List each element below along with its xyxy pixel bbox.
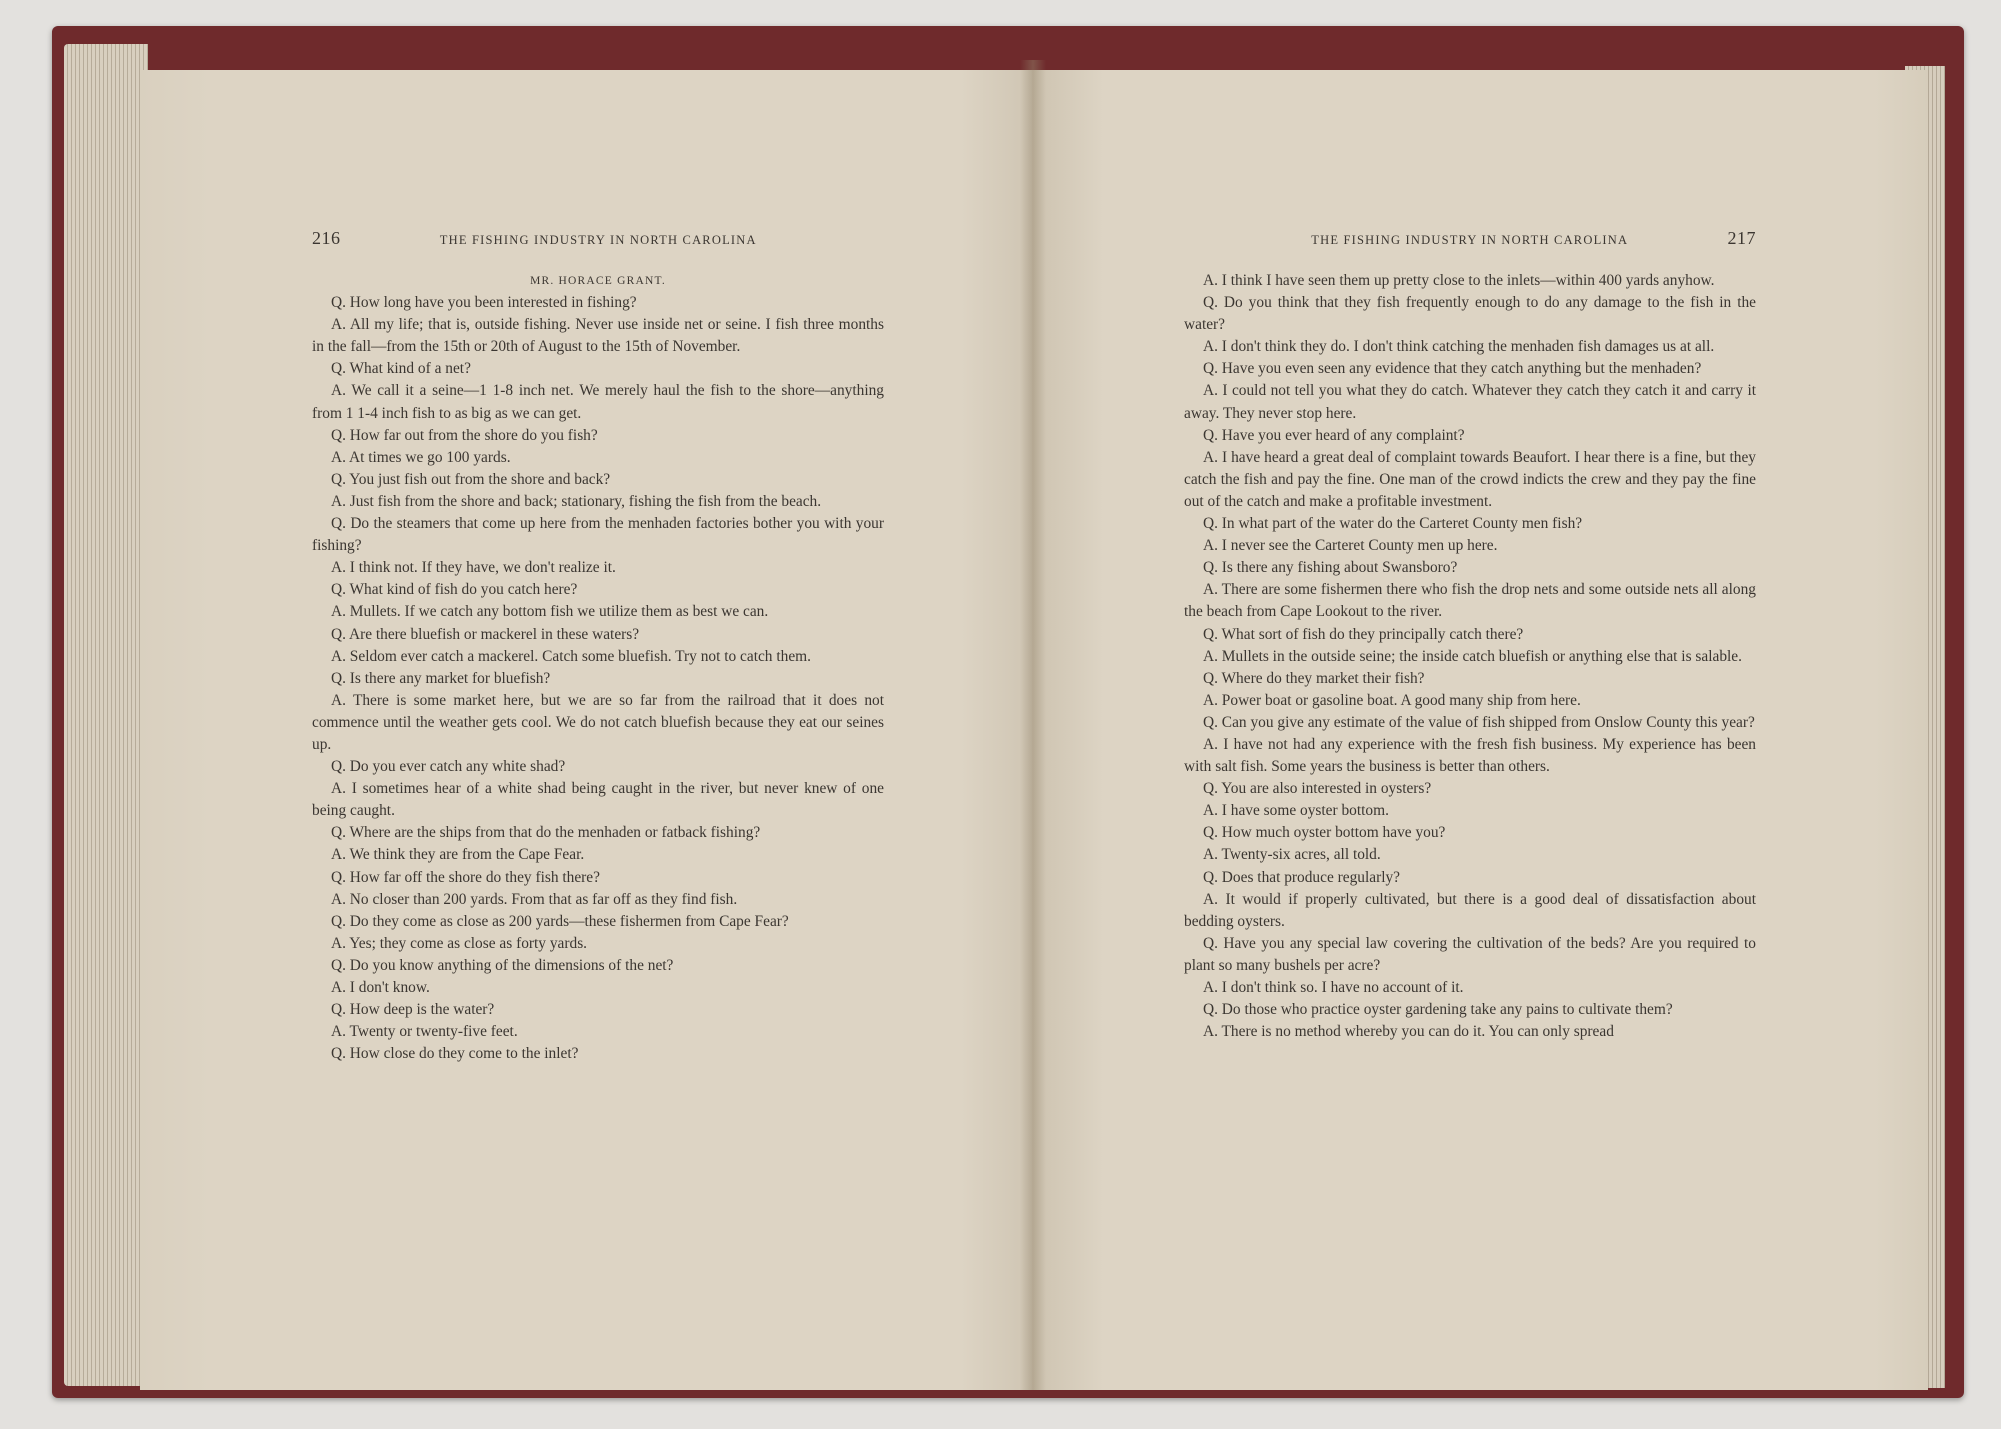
text-paragraph: A. No closer than 200 yards. From that as far off as they find fish. [331, 890, 738, 908]
text-paragraph: A. Yes; they come as close as forty yards. [331, 934, 588, 952]
text-paragraph: A. Twenty or twenty-five feet. [331, 1023, 518, 1041]
text-paragraph: A. Power boat or gasoline boat. A good many ship from here. [1203, 691, 1581, 709]
text-paragraph: Q. Do you think that they fish frequently enough to do any damage to the fish in the water? [1184, 294, 1756, 334]
text-paragraph: A. All my life; that is, outside fishing. Never use inside net or seine. I fish three months in the fall—from the 15th or 20th of August to the 15th of November. [312, 316, 884, 356]
text-paragraph: Q. Do the steamers that come up here from the menhaden factories bother you with your fishing? [312, 515, 884, 555]
text-paragraph: A. Just fish from the shore and back; stationary, fishing the fish from the beach. [331, 492, 822, 510]
left-page-number: 216 [312, 228, 341, 248]
text-paragraph: Q. How far off the shore do they fish there? [331, 868, 600, 886]
text-paragraph: A. There are some fishermen there who fish the drop nets and some outside nets all along the beach from Cape Lookout to the river. [1184, 581, 1756, 621]
right-page-text [1184, 270, 1756, 1043]
text-paragraph: Q. In what part of the water do the Carteret County men fish? [1203, 515, 1583, 533]
text-paragraph: A. I have not had any experience with the fresh fish business. My experience has been with salt fish. Some years the business is better than others. [1184, 735, 1756, 776]
text-paragraph: Q. Is there any fishing about Swansboro? [1203, 559, 1458, 577]
left-page-text [312, 270, 884, 1065]
text-paragraph: Q. Do you know anything of the dimensions of the net? [331, 956, 674, 974]
text-paragraph: A. We think they are from the Cape Fear. [331, 846, 585, 864]
text-paragraph: Q. You are also interested in oysters? [1203, 780, 1432, 798]
text-paragraph: A. I never see the Carteret County men up here. [1203, 537, 1498, 555]
text-paragraph: Q. What kind of a net? [331, 360, 471, 378]
text-paragraph: Q. Are there bluefish or mackerel in these waters? [331, 625, 640, 643]
right-page-number: 217 [1727, 228, 1756, 248]
text-paragraph: Q. You just fish out from the shore and back? [331, 470, 611, 488]
text-paragraph: A. I have some oyster bottom. [1203, 802, 1389, 820]
text-paragraph: A. I have heard a great deal of complaint towards Beaufort. I hear there is a fine, but they catch the fish and pay the fine. One man of the crowd indicts the crew and they pay the fine out of the catch and make a profitable investment. [1184, 448, 1756, 510]
text-paragraph: Q. Have you ever heard of any complaint? [1203, 426, 1465, 444]
text-paragraph: Q. Can you give any estimate of the value of fish shipped from Onslow County this year? [1203, 713, 1755, 731]
text-paragraph: A. I don't think they do. I don't think catching the menhaden fish damages us at all. [1203, 338, 1715, 356]
text-paragraph: Q. Have you even seen any evidence that they catch anything but the menhaden? [1203, 360, 1702, 378]
text-paragraph: Q. How far out from the shore do you fish? [331, 426, 598, 444]
book-gutter [1020, 60, 1046, 1390]
text-paragraph: A. Seldom ever catch a mackerel. Catch some bluefish. Try not to catch them. [331, 647, 811, 665]
text-paragraph: A. I think I have seen them up pretty close to the inlets—within 400 yards anyhow. [1203, 272, 1715, 289]
text-paragraph: A. I could not tell you what they do catch. Whatever they catch they catch it and carry it away. They never stop here. [1184, 382, 1756, 422]
speaker-heading: MR. HORACE GRANT. [530, 275, 666, 287]
text-paragraph: Q. Where do they market their fish? [1203, 669, 1425, 687]
text-paragraph: Q. How close do they come to the inlet? [331, 1045, 579, 1063]
text-paragraph: A. I don't think so. I have no account of it. [1203, 979, 1464, 996]
text-paragraph: Q. Where are the ships from that do the menhaden or fatback fishing? [331, 824, 761, 842]
text-paragraph: Q. Does that produce regularly? [1203, 868, 1401, 886]
text-paragraph: A. I sometimes hear of a white shad being caught in the river, but never knew of one being caught. [312, 780, 884, 820]
text-paragraph: Q. Do you ever catch any white shad? [331, 758, 566, 776]
text-paragraph: Q. What kind of fish do you catch here? [331, 581, 578, 599]
text-paragraph: A. There is some market here, but we are so far from the railroad that it does not commence until the weather gets cool. We do not catch bluefish because they eat our seines up. [312, 691, 884, 753]
text-paragraph: Q. How long have you been interested in fishing? [331, 294, 637, 312]
text-paragraph: A. Twenty-six acres, all told. [1203, 846, 1381, 864]
text-paragraph: A. I don't know. [331, 979, 430, 996]
text-paragraph: Q. How much oyster bottom have you? [1203, 824, 1446, 842]
text-paragraph: Q. Is there any market for bluefish? [331, 669, 551, 687]
text-paragraph: Q. Have you any special law covering the cultivation of the beds? Are you required to plant so many bushels per acre? [1184, 934, 1756, 974]
left-page-header [312, 228, 884, 249]
right-page-header [1184, 228, 1756, 249]
right-running-title: THE FISHING INDUSTRY IN NORTH CAROLINA [1311, 233, 1629, 247]
text-paragraph: A. We call it a seine—1 1-8 inch net. We merely haul the fish to the shore—anything from 1 1-4 inch fish to as big as we can get. [312, 382, 884, 422]
page-edges-left [64, 44, 148, 1386]
text-paragraph: A. At times we go 100 yards. [331, 448, 511, 466]
text-paragraph: A. It would if properly cultivated, but there is a good deal of dissatisfaction about bedding oysters. [1184, 890, 1756, 930]
text-paragraph: A. Mullets in the outside seine; the inside catch bluefish or anything else that is salable. [1203, 647, 1742, 665]
text-paragraph: Q. How deep is the water? [331, 1001, 495, 1019]
text-paragraph: Q. What sort of fish do they principally catch there? [1203, 625, 1524, 643]
text-paragraph: Q. Do those who practice oyster gardening take any pains to cultivate them? [1203, 1001, 1673, 1019]
text-paragraph: Q. Do they come as close as 200 yards—these fishermen from Cape Fear? [331, 912, 789, 930]
left-running-title: THE FISHING INDUSTRY IN NORTH CAROLINA [439, 233, 757, 247]
text-paragraph: A. Mullets. If we catch any bottom fish we utilize them as best we can. [331, 603, 769, 621]
text-paragraph: A. There is no method whereby you can do it. You can only spread [1203, 1023, 1614, 1041]
text-paragraph: A. I think not. If they have, we don't realize it. [331, 559, 616, 577]
